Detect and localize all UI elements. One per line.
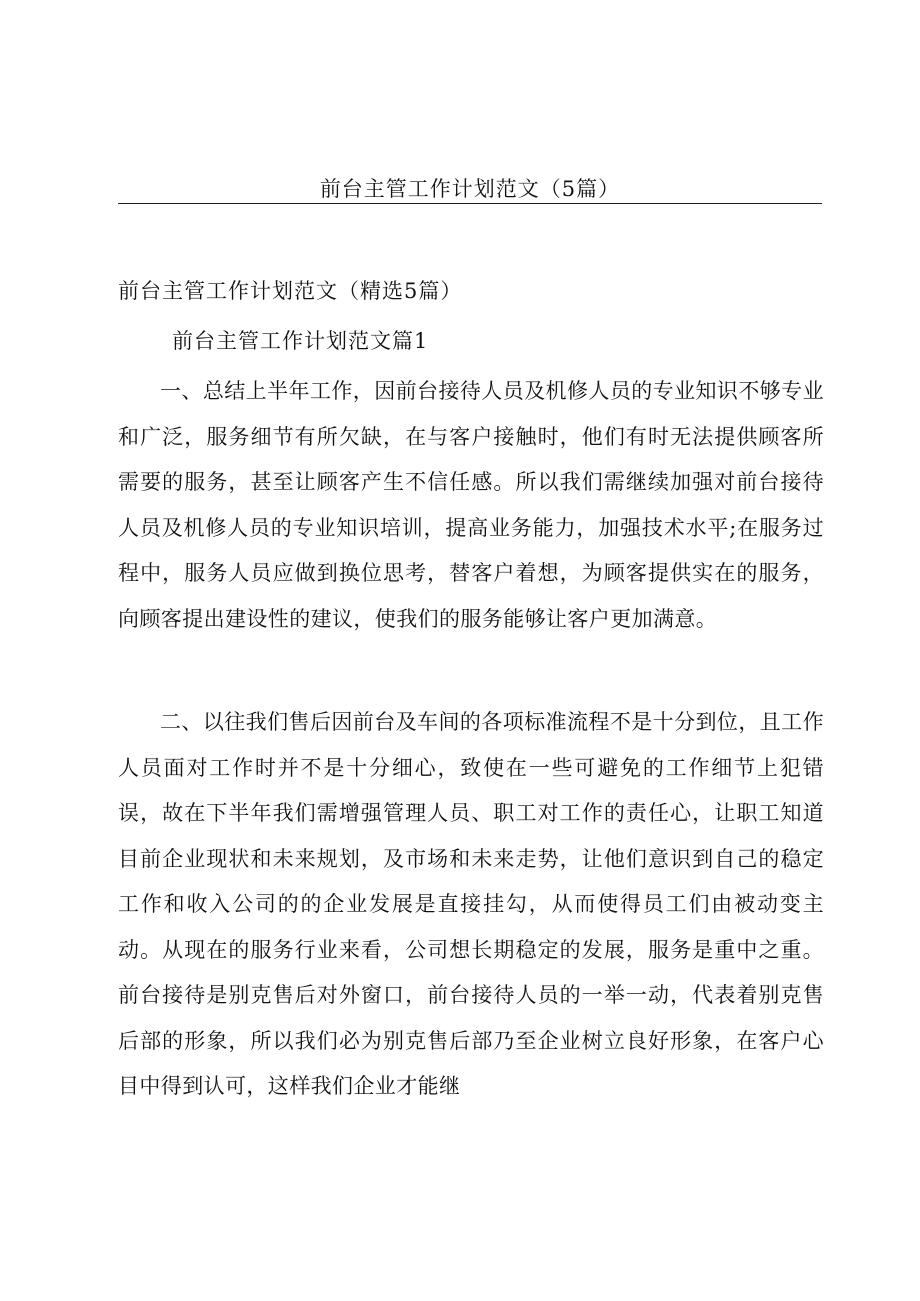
paragraph: 二、以往我们售后因前台及车间的各项标准流程不是十分到位，且工作人员面对工作时并不是十分细心，致使在一些可避免的工作细节上犯错误，故在下半年我们需增强管理人员、职工对工作的责任心，让职工知道目前企业现状和未来规划，及市场和未来走势，让他们意识到自己的稳定工作和收入公司的的企业发展是直接挂勾，从而使得员工们由被动变主动。从现在的服务行业来看，公司想长期稳定的发展，服务是重中之重。前台接待是别克售后对外窗口，前台接待人员的一举一动，代表着别克售后部的形象，所以我们必为别克售后部乃至企业树立良好形象，在客户心目中得到认可，这样我们企业才能继	[118, 710, 824, 1098]
document-title: 前台主管工作计划范文（精选5篇）	[118, 279, 463, 303]
header-divider	[118, 203, 822, 204]
paragraph: 一、总结上半年工作，因前台接待人员及机修人员的专业知识不够专业和广泛，服务细节有所欠缺，在与客户接触时，他们有时无法提供顾客所需要的服务，甚至让顾客产生不信任感。所以我们需继续加强对前台接待人员及机修人员的专业知识培训，提高业务能力，加强技术水平;在服务过程中，服务人员应做到换位思考，替客户着想，为顾客提供实在的服务，向顾客提出建设性的建议，使我们的服务能够让客户更加满意。	[118, 379, 824, 631]
section-heading: 前台主管工作计划范文篇1	[172, 329, 429, 353]
page-header-title: 前台主管工作计划范文（5篇）	[319, 177, 621, 201]
